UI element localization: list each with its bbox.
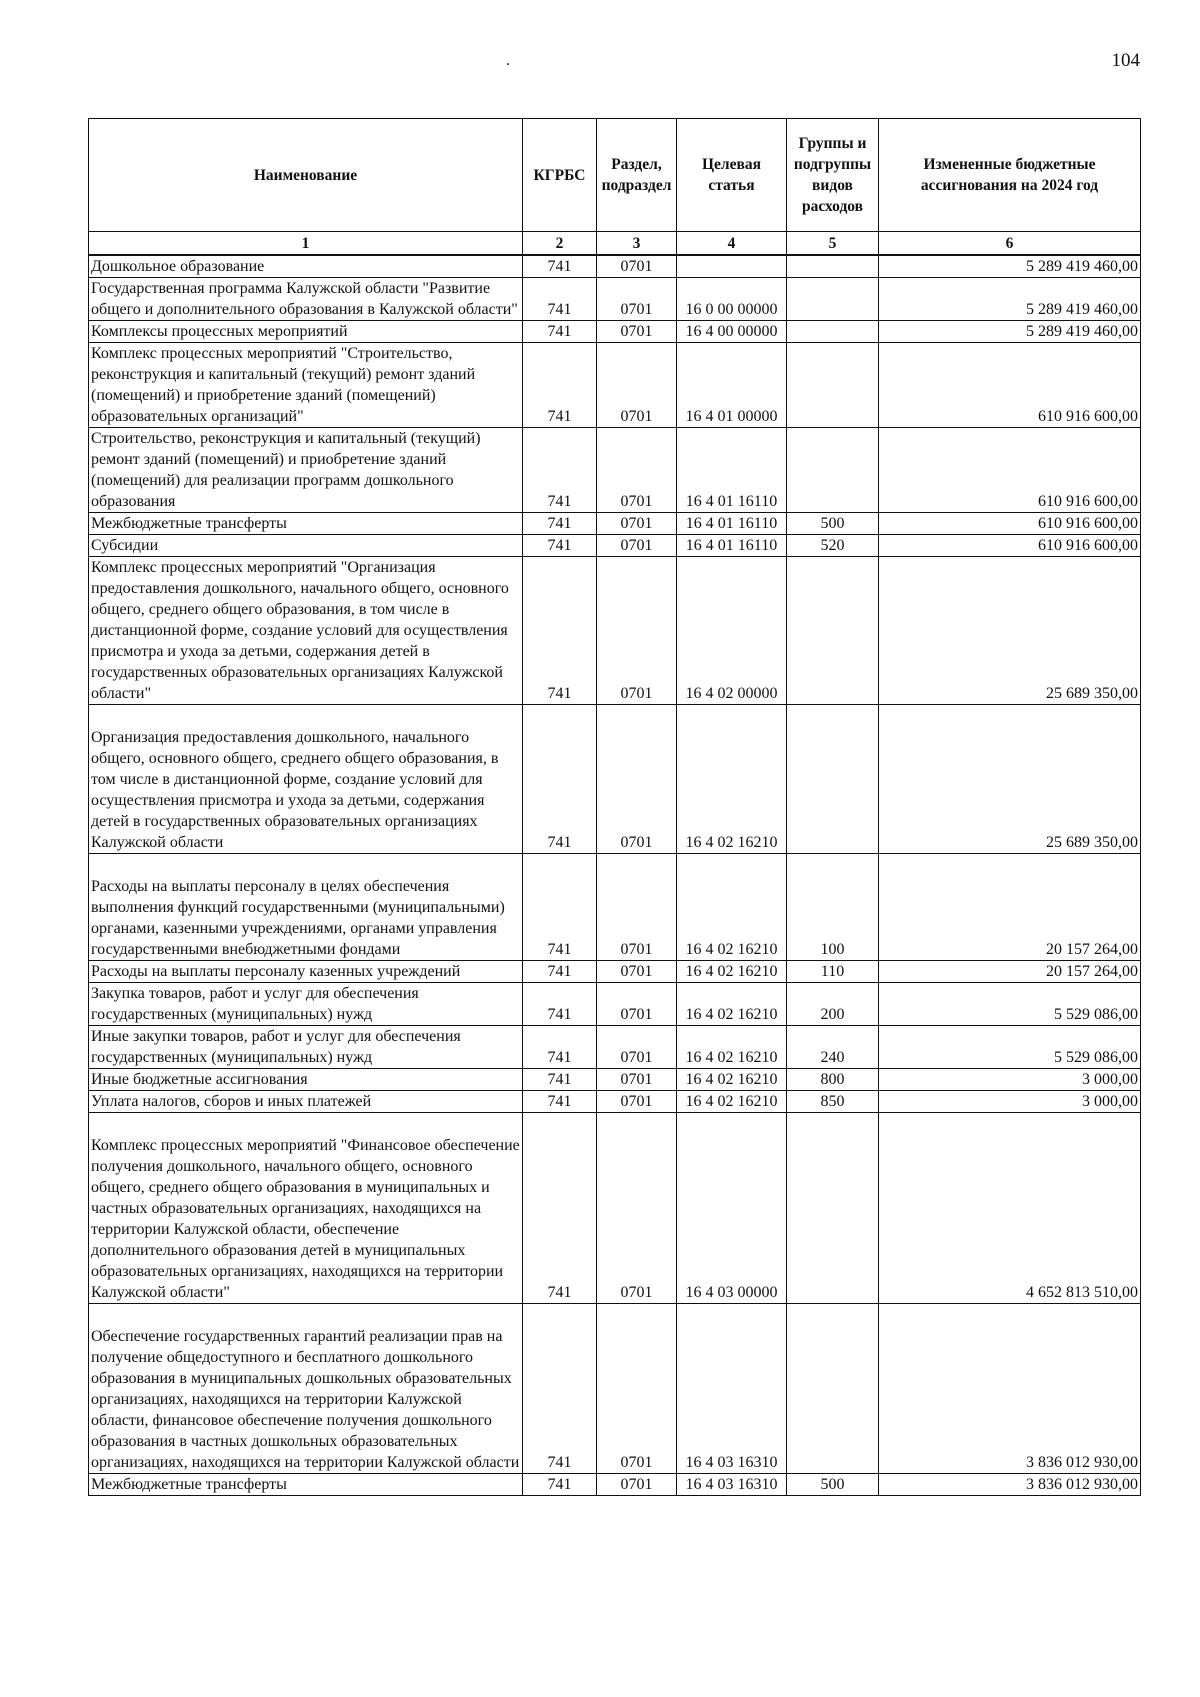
row-name-cell: Комплекс процессных мероприятий "Финансовое обеспечение получения дошкольного, начального общего, основного общего, среднего общего образования в муниципальных и частных образовательных организациях, находящихся на территории Калужской области, обеспечение дополнительного образования детей в муниципальных образовательных организациях, находящихся на территории Калужской области" (89, 1113, 523, 1304)
column-number: 5 (787, 232, 879, 256)
row-razdel-cell: 0701 (597, 428, 677, 513)
table-row (89, 705, 1141, 854)
row-kgrbs-cell: 741 (523, 1091, 597, 1113)
row-name-cell: Закупка товаров, работ и услуг для обеспечения государственных (муниципальных) нужд (89, 983, 523, 1026)
row-razdel-cell: 0701 (597, 1474, 677, 1496)
table-row (89, 343, 1141, 428)
row-kgrbs-cell: 741 (523, 1026, 597, 1069)
row-razdel-cell: 0701 (597, 321, 677, 343)
row-name-cell: Расходы на выплаты персоналу в целях обеспечения выполнения функций государственными (муниципальными) органами, казенными учреждениями, органами управления государственными внебюджетными фондами (89, 854, 523, 961)
row-name-cell: Обеспечение государственных гарантий реализации прав на получение общедоступного и бесплатного дошкольного образования в муниципальных дошкольных образовательных организациях, находящихся на территории Калужской области, финансовое обеспечение получения дошкольного образования в частных дошкольных образовательных организациях, находящихся на территории Калужской области (89, 1304, 523, 1474)
row-amount-cell: 20 157 264,00 (879, 961, 1141, 983)
row-kgrbs-cell: 741 (523, 278, 597, 321)
row-razdel-cell: 0701 (597, 961, 677, 983)
row-kgrbs-cell: 741 (523, 535, 597, 557)
column-number: 4 (677, 232, 787, 256)
row-statya-cell (677, 255, 787, 278)
row-kgrbs-cell: 741 (523, 513, 597, 535)
row-vid-cell: 500 (787, 1474, 879, 1496)
row-kgrbs-cell: 741 (523, 854, 597, 961)
row-amount-cell: 3 000,00 (879, 1069, 1141, 1091)
row-amount-cell: 610 916 600,00 (879, 513, 1141, 535)
row-vid-cell (787, 557, 879, 705)
table-row (89, 428, 1141, 513)
row-statya-cell: 16 4 01 00000 (677, 343, 787, 428)
table-header-row (89, 119, 1141, 232)
row-name-cell: Иные бюджетные ассигнования (89, 1069, 523, 1091)
row-vid-cell (787, 1304, 879, 1474)
row-razdel-cell: 0701 (597, 255, 677, 278)
row-amount-cell: 610 916 600,00 (879, 535, 1141, 557)
row-amount-cell: 5 289 419 460,00 (879, 321, 1141, 343)
row-vid-cell: 100 (787, 854, 879, 961)
row-razdel-cell: 0701 (597, 278, 677, 321)
row-vid-cell (787, 1113, 879, 1304)
row-name-cell: Расходы на выплаты персоналу казенных учреждений (89, 961, 523, 983)
row-statya-cell: 16 4 02 16210 (677, 1026, 787, 1069)
row-razdel-cell: 0701 (597, 1069, 677, 1091)
table-row (89, 854, 1141, 961)
table-row (89, 1026, 1141, 1069)
row-razdel-cell: 0701 (597, 705, 677, 854)
row-kgrbs-cell: 741 (523, 1304, 597, 1474)
row-vid-cell: 850 (787, 1091, 879, 1113)
row-vid-cell (787, 428, 879, 513)
row-statya-cell: 16 4 01 16110 (677, 535, 787, 557)
row-statya-cell: 16 4 02 00000 (677, 557, 787, 705)
row-razdel-cell: 0701 (597, 854, 677, 961)
row-razdel-cell: 0701 (597, 1113, 677, 1304)
table-row (89, 321, 1141, 343)
row-vid-cell: 800 (787, 1069, 879, 1091)
row-statya-cell: 16 4 02 16210 (677, 1069, 787, 1091)
row-vid-cell (787, 705, 879, 854)
row-razdel-cell: 0701 (597, 557, 677, 705)
column-header-amount: Измененные бюджетные ассигнования на 2024 год (879, 119, 1141, 232)
row-amount-cell: 610 916 600,00 (879, 428, 1141, 513)
table-row (89, 513, 1141, 535)
row-name-cell: Комплекс процессных мероприятий "Организация предоставления дошкольного, начального общего, основного общего, среднего общего образования, в том числе в дистанционной форме, создание условий для осуществления присмотра и ухода за детьми, содержания детей в государственных образовательных организациях Калужской области" (89, 557, 523, 705)
row-amount-cell: 3 836 012 930,00 (879, 1304, 1141, 1474)
row-statya-cell: 16 4 02 16210 (677, 854, 787, 961)
column-number: 6 (879, 232, 1141, 256)
row-kgrbs-cell: 741 (523, 705, 597, 854)
row-amount-cell: 610 916 600,00 (879, 343, 1141, 428)
row-statya-cell: 16 4 03 16310 (677, 1304, 787, 1474)
row-kgrbs-cell: 741 (523, 961, 597, 983)
row-statya-cell: 16 4 02 16210 (677, 983, 787, 1026)
row-name-cell: Субсидии (89, 535, 523, 557)
row-name-cell: Дошкольное образование (89, 255, 523, 278)
row-vid-cell: 200 (787, 983, 879, 1026)
row-vid-cell (787, 321, 879, 343)
row-vid-cell: 240 (787, 1026, 879, 1069)
row-name-cell: Организация предоставления дошкольного, начального общего, основного общего, среднего общего образования, в том числе в дистанционной форме, создание условий для осуществления присмотра и ухода за детьми, содержания детей в государственных образовательных организациях Калужской области (89, 705, 523, 854)
row-amount-cell: 5 289 419 460,00 (879, 255, 1141, 278)
table-row (89, 1091, 1141, 1113)
table-row (89, 1304, 1141, 1474)
column-header-razdel: Раздел, подраздел (597, 119, 677, 232)
row-razdel-cell: 0701 (597, 513, 677, 535)
row-name-cell: Комплексы процессных мероприятий (89, 321, 523, 343)
table-row (89, 535, 1141, 557)
row-kgrbs-cell: 741 (523, 255, 597, 278)
row-statya-cell: 16 4 02 16210 (677, 705, 787, 854)
row-amount-cell: 5 289 419 460,00 (879, 278, 1141, 321)
row-vid-cell (787, 343, 879, 428)
row-vid-cell (787, 278, 879, 321)
page-number: 104 (1111, 50, 1140, 71)
column-number-row (89, 232, 1141, 256)
row-kgrbs-cell: 741 (523, 428, 597, 513)
row-statya-cell: 16 4 02 16210 (677, 961, 787, 983)
table-row (89, 983, 1141, 1026)
row-statya-cell: 16 0 00 00000 (677, 278, 787, 321)
row-statya-cell: 16 4 01 16110 (677, 428, 787, 513)
page-dot-mark: . (506, 52, 510, 69)
row-amount-cell: 3 000,00 (879, 1091, 1141, 1113)
row-kgrbs-cell: 741 (523, 343, 597, 428)
table-row (89, 961, 1141, 983)
row-name-cell: Уплата налогов, сборов и иных платежей (89, 1091, 523, 1113)
row-vid-cell: 110 (787, 961, 879, 983)
row-statya-cell: 16 4 03 00000 (677, 1113, 787, 1304)
row-razdel-cell: 0701 (597, 1304, 677, 1474)
row-name-cell: Иные закупки товаров, работ и услуг для обеспечения государственных (муниципальных) нужд (89, 1026, 523, 1069)
row-razdel-cell: 0701 (597, 1026, 677, 1069)
row-statya-cell: 16 4 00 00000 (677, 321, 787, 343)
row-statya-cell: 16 4 03 16310 (677, 1474, 787, 1496)
row-amount-cell: 5 529 086,00 (879, 1026, 1141, 1069)
column-header-name: Наименование (89, 119, 523, 232)
row-amount-cell: 25 689 350,00 (879, 705, 1141, 854)
column-header-vid: Группы и подгруппы видов расходов (787, 119, 879, 232)
row-kgrbs-cell: 741 (523, 983, 597, 1026)
column-number: 2 (523, 232, 597, 256)
row-statya-cell: 16 4 02 16210 (677, 1091, 787, 1113)
row-name-cell: Комплекс процессных мероприятий "Строительство, реконструкция и капитальный (текущий) ремонт зданий (помещений) и приобретение зданий (помещений) образовательных организаций" (89, 343, 523, 428)
table-row (89, 1474, 1141, 1496)
row-statya-cell: 16 4 01 16110 (677, 513, 787, 535)
row-vid-cell: 520 (787, 535, 879, 557)
row-razdel-cell: 0701 (597, 343, 677, 428)
budget-table (88, 118, 1141, 1496)
row-razdel-cell: 0701 (597, 1091, 677, 1113)
column-number: 1 (89, 232, 523, 256)
column-header-statya: Целевая статья (677, 119, 787, 232)
row-name-cell: Строительство, реконструкция и капитальный (текущий) ремонт зданий (помещений) и приобретение зданий (помещений) для реализации программ дошкольного образования (89, 428, 523, 513)
row-name-cell: Межбюджетные трансферты (89, 513, 523, 535)
row-amount-cell: 4 652 813 510,00 (879, 1113, 1141, 1304)
column-number: 3 (597, 232, 677, 256)
table-row (89, 557, 1141, 705)
row-name-cell: Государственная программа Калужской области "Развитие общего и дополнительного образования в Калужской области" (89, 278, 523, 321)
table-row (89, 1069, 1141, 1091)
table-row (89, 278, 1141, 321)
row-amount-cell: 5 529 086,00 (879, 983, 1141, 1026)
table-row (89, 255, 1141, 278)
table-body (89, 255, 1141, 1496)
row-amount-cell: 20 157 264,00 (879, 854, 1141, 961)
row-kgrbs-cell: 741 (523, 1113, 597, 1304)
row-amount-cell: 25 689 350,00 (879, 557, 1141, 705)
row-kgrbs-cell: 741 (523, 1474, 597, 1496)
row-amount-cell: 3 836 012 930,00 (879, 1474, 1141, 1496)
row-razdel-cell: 0701 (597, 983, 677, 1026)
row-kgrbs-cell: 741 (523, 1069, 597, 1091)
row-kgrbs-cell: 741 (523, 557, 597, 705)
row-kgrbs-cell: 741 (523, 321, 597, 343)
row-razdel-cell: 0701 (597, 535, 677, 557)
row-vid-cell (787, 255, 879, 278)
table-row (89, 1113, 1141, 1304)
row-vid-cell: 500 (787, 513, 879, 535)
row-name-cell: Межбюджетные трансферты (89, 1474, 523, 1496)
column-header-kgrbs: КГРБС (523, 119, 597, 232)
